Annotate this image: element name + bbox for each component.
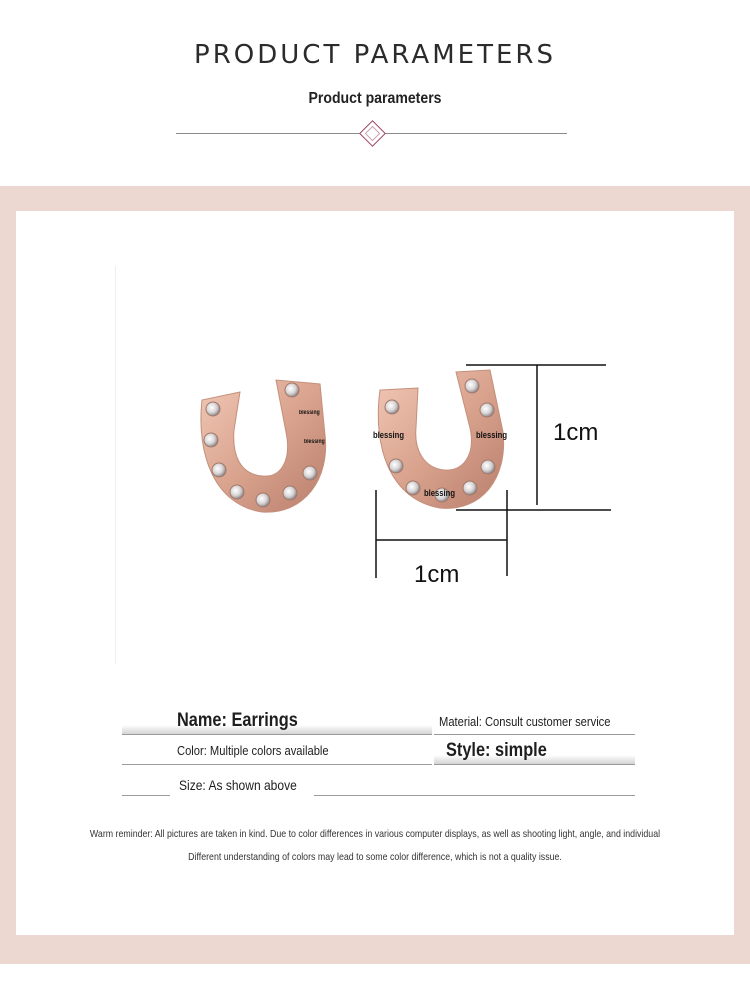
style-row-rule: [434, 764, 635, 765]
left-earring: [201, 380, 326, 512]
param-size: Size: As shown above: [179, 777, 297, 793]
page-title: PRODUCT PARAMETERS: [194, 40, 556, 70]
page-subtitle: Product parameters: [308, 90, 442, 107]
material-row-rule: [434, 734, 635, 735]
param-name: Name: Earrings: [177, 710, 298, 731]
left-earring-label-1: blessing: [299, 410, 320, 416]
color-row-rule: [122, 764, 432, 765]
left-earring-label-2: blessing: [304, 439, 325, 445]
size-row-rule-right: [314, 795, 635, 796]
right-earring-label-1: blessing: [373, 430, 405, 440]
height-dimension-label: 1cm: [553, 419, 599, 446]
notice-line-1: Warm reminder: All pictures are taken in kind. Due to color differences in various computer displays, as well as shooting light, angle, and individual: [89, 828, 661, 840]
name-row-rule: [122, 734, 432, 735]
param-style: Style: simple: [446, 740, 547, 761]
width-dimension-label: 1cm: [414, 561, 460, 588]
right-earring-label-2: blessing: [476, 430, 508, 440]
left-earring-band: [201, 380, 326, 512]
bottom-strip: [0, 964, 750, 1002]
right-earring-label-3: blessing: [424, 488, 456, 498]
param-color: Color: Multiple colors available: [177, 743, 329, 758]
size-row-rule-left: [122, 795, 170, 796]
param-material: Material: Consult customer service: [439, 714, 611, 729]
notice-line-2: Different understanding of colors may lead to some color difference, which is not a quality issue.: [188, 851, 562, 863]
